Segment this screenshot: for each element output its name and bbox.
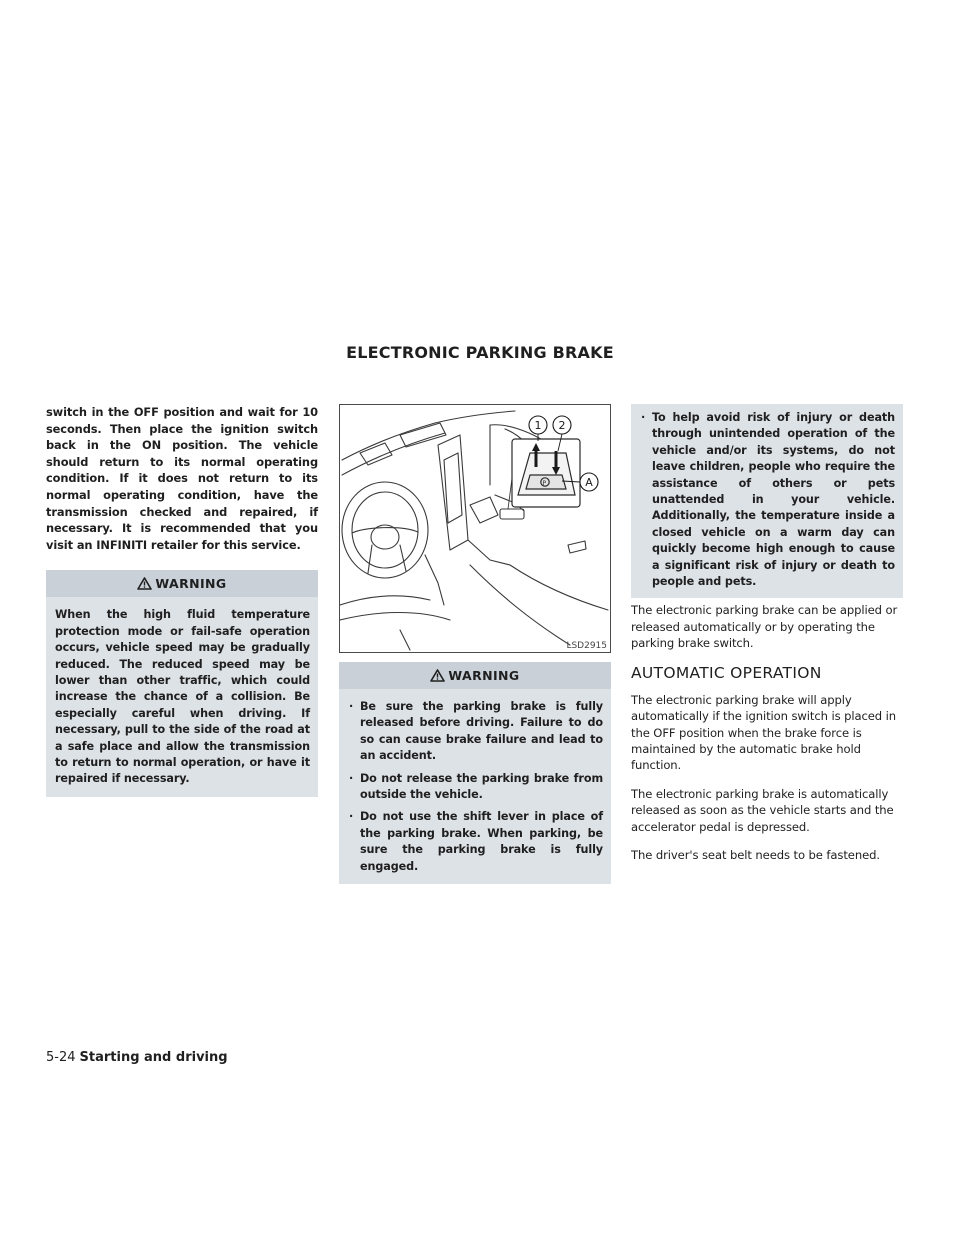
column-left [46,404,318,797]
svg-text:P: P [542,480,547,487]
figure-code: LSD2915 [566,641,607,651]
warning-header [339,662,611,689]
page-number: 5-24 [46,1050,76,1065]
callout-2: 2 [558,419,566,432]
parking-brake-switch-illustration [339,404,611,653]
warning-header [46,570,318,597]
warning-box-parking-brake [339,662,611,884]
warning-title: WARNING [155,576,227,592]
page-footer [46,1050,228,1065]
intro-paragraph: switch in the OFF position and wait for 10 seconds. Then place the ignition switch back in the ON position. The vehicle should return to its normal operating condition. If it does not return to its normal operating condition, have the transmission checked and repaired, if necessary. It is recommended that you visit an INFINITI retailer for this service. [46,405,318,552]
dashboard-line-drawing [340,405,610,652]
section-title: ELECTRONIC PARKING BRAKE [346,343,614,362]
body-paragraph: The electronic parking brake can be applied or released automatically or by operating the parking brake switch. [631,603,898,651]
warning-box-continued [631,404,903,598]
body-paragraph: The electronic parking brake is automatically released as soon as the vehicle starts and the accelerator pedal is depressed. [631,786,894,834]
column-right [631,404,903,875]
warning-item: · Be sure the parking brake is fully released before driving. Failure to do so can cause brake failure and lead to an accident. [348,699,603,765]
warning-item: · Do not use the shift lever in place of the parking brake. When parking, be sure the parking brake is fully engaged. [348,809,603,875]
warning-body [631,404,903,598]
warning-triangle-icon [430,669,445,682]
warning-item: · To help avoid risk of injury or death through unintended operation of the vehicle and/or its systems, do not leave children, people who require the assistance of others or pets unattended in your vehicle. Additionally, the temperature inside a closed vehicle on a warm day can quickly become high enough to cause a significant risk of injury or death to people and pets. [640,410,895,590]
warning-list [348,699,603,875]
warning-box-fluid-temperature [46,570,318,796]
callout-1: 1 [534,419,542,432]
subheading-automatic-operation: AUTOMATIC OPERATION [631,663,822,682]
warning-text: When the high fluid temperature protection mode or fail-safe operation occurs, vehicle speed may be gradually reduced. The reduced speed may be lower than other traffic, which could increase the chance of a collision. Be especially careful when driving. If necessary, pull to the side of the road at a safe place and allow the transmission to return to normal operation, or have it repaired if necessary. [55,608,310,786]
callout-a: A [585,476,593,489]
body-paragraph: The electronic parking brake will apply automatically if the ignition switch is placed in the OFF position when the brake force is maintained by the automatic brake hold function. [631,692,897,773]
column-middle [339,404,611,884]
warning-item: · Do not release the parking brake from outside the vehicle. [348,771,603,804]
warning-body [46,597,318,796]
body-paragraph: The driver's seat belt needs to be fastened. [631,847,880,862]
section-label: Starting and driving [79,1050,228,1065]
warning-title: WARNING [448,668,520,683]
warning-body [339,689,611,884]
warning-list [640,410,895,590]
warning-triangle-icon [137,577,152,590]
